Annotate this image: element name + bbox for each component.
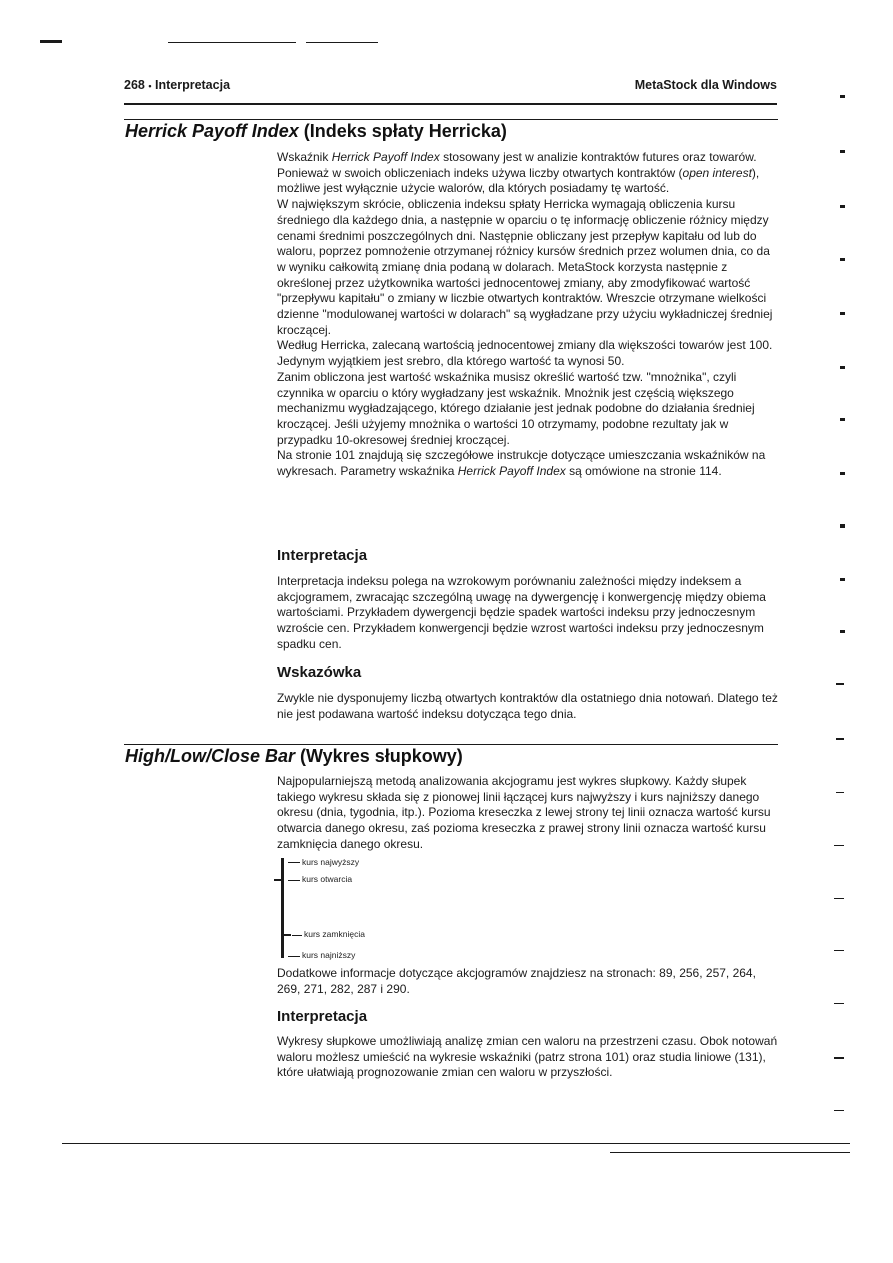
hlc-interpretation-heading: Interpretacja [277, 1008, 368, 1025]
scan-mark-right [834, 845, 844, 846]
text-run: Wskaźnik [277, 150, 332, 164]
section-title-herrick [125, 121, 507, 142]
herrick-paragraph-2: W największym skrócie, obliczenia indeksu spłaty Herricka wymagają obliczenia kursu średniego dla każdego dnia, a następnie w oparciu o tę informację obliczenie różnicy między cenami średnimi poszczególnych dni. Następnie obliczany jest przepływ kapitału od lub do waloru, poprzez pomnożenie otrzymanej różnicy kursów średnich przez wolumen dnia, co da w wyniku całkowitą zmianę dnia podaną w dolarach. MetaStock korzysta następnie z określonej przez użytkownika wartości jednocentowej zmiany, aby zmodyfikować wartość "przepływu kapitału" o zmiany w liczbie otwartych kontraktów. Wreszcie otrzymane wielkości dzienne "modulowanej wartości w dolarach" są wygładzane przy użyciu wykładniczej średniej kroczącej. [277, 197, 773, 337]
section-title-hlc-italic: High/Low/Close Bar [125, 746, 296, 766]
hlc-intro-paragraph: Najpopularniejszą metodą analizowania akcjogramu jest wykres słupkowy. Każdy słupek takiego wykresu składa się z pionowej linii łączącej kurs najwyższy i kurs najniższy danego okresu (dnia, tygodnia, itp.). Pozioma kreseczka z lewej strony tej linii oznacza wartość kursu otwarcia danego okresu, zaś pozioma kreseczka z prawej strony linii oznacza wartość kursu zamknięcia danego okresu. [277, 774, 771, 851]
herrick-tip-heading: Wskazówka [277, 664, 362, 681]
herrick-body [277, 150, 779, 480]
bar-open-tick [274, 879, 281, 881]
text-run: stosowany jest w analizie kontraktów futures oraz towarów. Ponieważ w swoich obliczeniach indeks używa liczby otwartych kontraktów ( [277, 150, 757, 180]
herrick-paragraph-1 [277, 150, 779, 197]
label-high: kurs najwyższy [302, 857, 360, 867]
scan-mark-right [840, 418, 845, 421]
label-open: kurs otwarcia [302, 874, 353, 884]
scan-mark-right [840, 150, 845, 153]
herrick-paragraph-3: Według Herricka, zalecaną wartością jednocentowej zmiany dla większości towarów jest 100. Jedynym wyjątkiem jest srebro, dla którego wartość ta wynosi 50. [277, 338, 773, 369]
herrick-interpretation-paragraph: Interpretacja indeksu polega na wzrokowym porównaniu zależności między indeksem a akcjogramem, zwracając szczególną uwagę na dywergencję i konwergencję między obiema wartościami. Przykładem dywergencji będzie spadek wartości indeksu przy jednoczesnym wzroście cen. Przykładem konwergencji będzie wzrost wartości indeksu przy jednoczesnym spadku cen. [277, 574, 766, 651]
arrow-high [288, 862, 300, 863]
section-title-hlc [125, 746, 463, 767]
scan-mark-right [836, 792, 844, 793]
scan-mark-right [840, 258, 845, 261]
scan-mark-right [834, 1003, 844, 1004]
header-bullet: • [148, 81, 152, 91]
herrick-tip-paragraph: Zwykle nie dysponujemy liczbą otwartych kontraktów dla ostatniego dnia notowań. Dlatego też nie jest podawana wartość indeksu dotycząca tego dnia. [277, 691, 778, 721]
hlc-more-info-paragraph: Dodatkowe informacje dotyczące akcjogramów znajdziesz na stronach: 89, 256, 257, 264, 269, 271, 282, 287 i 290. [277, 966, 756, 996]
label-low: kurs najniższy [302, 950, 356, 960]
scan-mark-right [836, 738, 844, 740]
arrow-open [288, 880, 300, 881]
herrick-tip-text [277, 691, 779, 722]
arrow-low [288, 956, 300, 957]
scan-mark-right [840, 630, 845, 633]
herrick-paragraph-4: Zanim obliczona jest wartość wskaźnika musisz określić wartość tzw. "mnożnika", czyli czynnika w oparciu o który wygładzany jest wskaźnik. Mnożnik jest częścią większego mechanizmu wygładzającego, którego działanie jest jednak podobne do działania średniej kroczącej. Jeśli użyjemy mnożnika o wartości 10 otrzymamy, podobne rezultaty jak w przypadku 10-okresowej średniej kroczącej. [277, 369, 755, 447]
herrick-interpretation-heading: Interpretacja [277, 547, 368, 564]
page-header-right [635, 78, 777, 92]
section-rule-herrick [124, 119, 778, 120]
header-rule [124, 103, 777, 105]
bar-close-tick [284, 934, 291, 936]
page-number: 268 [124, 78, 145, 92]
herrick-paragraph-5 [277, 448, 779, 479]
hlc-more-info [277, 966, 779, 997]
herrick-interpretation-text [277, 574, 779, 653]
scan-mark-right [840, 312, 845, 315]
header-section-name: Interpretacja [154, 78, 231, 92]
arrow-close [292, 935, 302, 936]
hlc-intro [277, 774, 779, 853]
hlc-interpretation-text [277, 1034, 779, 1081]
hlc-bar-diagram [276, 856, 476, 960]
scan-mark-right [840, 366, 845, 369]
section-title-hlc-rest: (Wykres słupkowy) [295, 746, 463, 766]
text-run: ), możliwe jest wyłącznie użycie walorów, dla których posiadamy tę wartość. [277, 165, 760, 196]
footer-rule-b [610, 1152, 850, 1153]
scan-mark-right [840, 472, 845, 475]
hlc-interpretation-paragraph: Wykresy słupkowe umożliwiają analizę zmian cen waloru na przestrzeni czasu. Obok notowań waloru możlesz umieścić na wykresie wskaźniki (patrz strona 101) oraz studia liniowe (131), które ułatwiają prognozowanie zmian cen waloru w przyszłości. [277, 1034, 778, 1080]
scan-rule-top-a [168, 42, 296, 43]
text-run-italic: open interest [682, 165, 752, 180]
scan-mark-right [840, 95, 845, 98]
scan-rule-top-b [306, 42, 378, 43]
section-rule-hlc [124, 744, 778, 745]
scan-mark-top-left [40, 40, 62, 43]
bar-vertical-line [281, 858, 284, 958]
scan-mark-right [836, 683, 844, 685]
scan-mark-right [840, 524, 845, 528]
text-run-italic: Herrick Payoff Index [457, 464, 566, 479]
scan-mark-right [834, 898, 844, 899]
scan-mark-right [840, 205, 845, 208]
scan-mark-right [834, 950, 844, 951]
book-title: MetaStock dla Windows [634, 78, 777, 92]
section-title-herrick-italic: Herrick Payoff Index [125, 121, 299, 141]
text-run: Na stronie 101 znajdują się szczegółowe instrukcje dotyczące umieszczania wskaźników na wykresach. Parametry wskaźnika [277, 448, 766, 479]
label-close: kurs zamknięcia [304, 929, 365, 939]
scan-mark-right [834, 1057, 844, 1059]
footer-rule-a [62, 1143, 850, 1144]
page-header-left [124, 78, 230, 92]
section-title-herrick-rest: (Indeks spłaty Herricka) [298, 121, 507, 141]
scan-mark-right [840, 578, 845, 581]
scan-mark-right [834, 1110, 844, 1111]
text-run-italic: Herrick Payoff Index [331, 150, 440, 164]
text-run: są omówione na stronie 114. [565, 464, 722, 479]
